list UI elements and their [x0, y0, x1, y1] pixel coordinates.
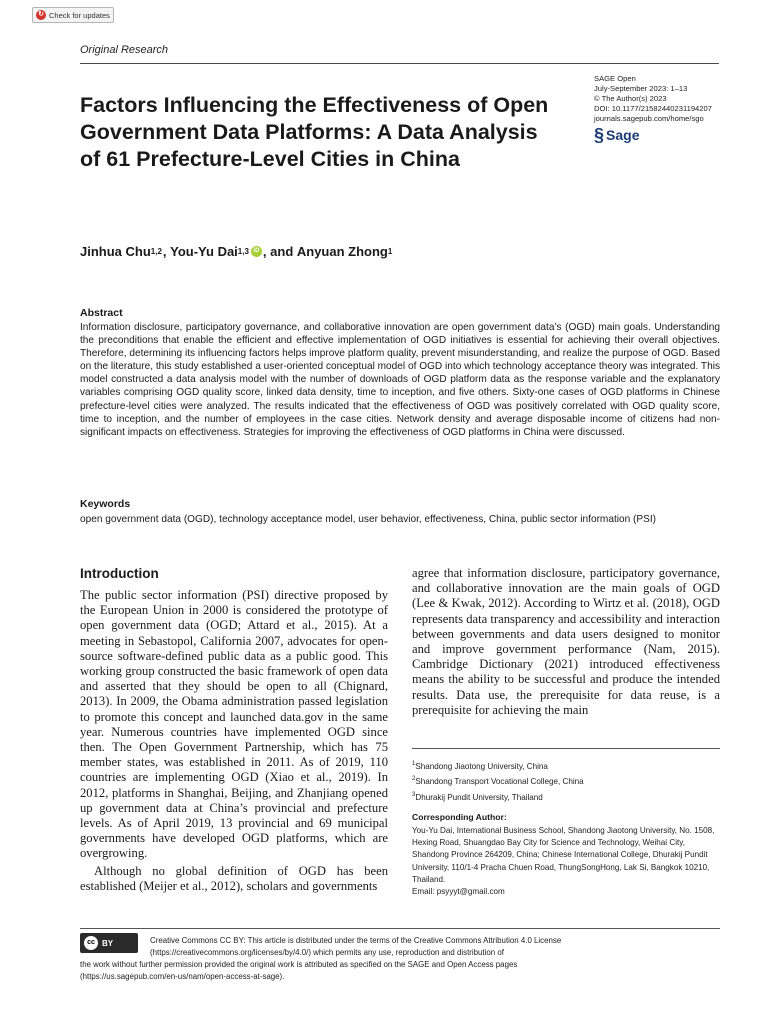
refresh-icon: ↻: [36, 10, 46, 20]
body-paragraph: Although no global definition of OGD has been established (Meijer et al., 2012), scholars and governments: [80, 863, 388, 893]
affiliation-divider: [412, 748, 720, 749]
license-line: Creative Commons CC BY: This article is distributed under the terms of the Creative Commons Attribution 4.0 License: [150, 936, 562, 945]
affiliation-list: [412, 758, 722, 804]
author-name[interactable]: You-Yu Dai: [170, 244, 238, 259]
author-list: [80, 244, 393, 259]
header-divider: [80, 63, 719, 64]
journal-doi[interactable]: DOI: 10.1177/21582440231194207: [594, 104, 712, 113]
affiliation-item: $^3$Dhurakij Pundit University, Thailand: [412, 791, 543, 802]
check-for-updates-button[interactable]: [32, 7, 114, 23]
journal-url[interactable]: journals.sagepub.com/home/sgo: [594, 114, 704, 123]
author-name[interactable]: Anyuan Zhong: [296, 244, 388, 259]
body-paragraph: agree that information disclosure, participatory governance, and collaborative innovation are the main goals of OGD (Lee & Kwak, 2012). According to Wirtz et al. (2018), OGD represents data transparency and accessibility and interaction between governments and data users designed to monitor and improve government performance (Nam, 2015). Cambridge Dictionary (2021) introduced effectiveness means the ability to be successful and produce the intended results. Data use, the prerequisite for data reuse, is a prerequisite for achieving the main: [412, 566, 720, 717]
license-text: [80, 935, 720, 983]
journal-issue: July-September 2023: 1–13: [594, 84, 688, 93]
body-column-right: [412, 566, 720, 718]
abstract-heading: Abstract: [80, 307, 123, 319]
corresponding-author-email[interactable]: Email: psyyyt@gmail.com: [412, 887, 505, 897]
by-icon: BY: [102, 938, 114, 948]
author-name[interactable]: Jinhua Chu: [80, 244, 151, 259]
corresponding-author-heading: Corresponding Author:: [412, 812, 507, 822]
license-link[interactable]: (https://us.sagepub.com/en-us/nam/open-access-at-sage).: [80, 972, 285, 982]
author-separator: ,: [162, 244, 171, 259]
affiliation-item: $^1$Shandong Jiaotong University, China: [412, 761, 548, 771]
body-paragraph: The public sector information (PSI) directive proposed by the European Union in 2000 is considered the prototype of open government data (OGD; Attard et al., 2015). At a meeting in Sebastopol, California 2007, advocates for open-source software-defined public data as a public good. This working group constructed the basic framework of open data and asserted that they should be open to all (Chignard, 2013). In 2009, the Obama administration passed legislation to promote this concept and launched data.gov in the same year. Numerous countries have implemented OGD since then. The Open Government Partnership, which has 75 member states, was established in 2011. As of 2019, 110 countries are implementing OGD (Xiao et al., 2019). In 2012, platforms in Shanghai, Beijing, and Zhanjiang opened up government data at China’s provincial and prefecture levels. As of April 2019, 13 provincial and 69 municipal governments have developed OGD platforms, which are overgrowing.: [80, 588, 388, 861]
corresponding-author-block: [412, 825, 724, 898]
author-affiliation-sup: 1,2: [150, 247, 162, 256]
abstract-text: Information disclosure, participatory governance, and collaborative innovation are open government data’s (OGD) main goals. Understanding the preconditions that enable the efficient and effective implementation of OGD initiatives is essential for achieving their overall objectives. Therefore, determining its influencing factors helps improve platform quality, prevent misunderstanding, and realize the purpose of OGD. Based on the literature, this study established a user-oriented conceptual model of OGD into which technology acceptance theory was integrated. This model constructed a data analysis model with the number of downloads of OGD platform data as the response variable and the explanatory variables comprising OGD quality score, linked data density, time to inception, and five others. Sixty-one cases of OGD platforms in Chinese prefecture-level cities were analyzed. The results indicated that the effectiveness of OGD was positively correlated with OGD quality score, time to inception, and the number of employees in the case cities. Network density and average disposable income of citizens had non-significant impacts on effectiveness. Strategies for improving the effectiveness of OGD platforms in China were discussed.: [80, 322, 720, 438]
keywords-heading: Keywords: [80, 498, 131, 510]
author-separator: , and: [262, 244, 297, 259]
article-title: Factors Influencing the Effectiveness of Open Government Data Platforms: A Data Analysis of 61 Prefecture-Level Cities in China: [80, 93, 549, 171]
affiliation-item: $^2$Shandong Transport Vocational College, China: [412, 776, 584, 787]
sage-s-icon: §: [594, 125, 605, 145]
license-divider: [80, 928, 720, 929]
check-for-updates-label: Check for updates: [49, 10, 110, 20]
body-column-left: [80, 588, 388, 894]
cc-icon: cc: [84, 936, 98, 950]
license-line: the work without further permission provided the original work is attributed as specified on the SAGE and Open Access pages: [80, 960, 518, 970]
sage-logo: [594, 126, 754, 144]
author-affiliation-sup: 1,3: [237, 247, 249, 256]
journal-name: SAGE Open: [594, 74, 636, 83]
corresponding-author-address: You-Yu Dai, International Business School, Shandong Jiaotong University, No. 1508, Hexing Road, Shuangdao Bay City for Science and Technology, Weihai City, Shandong Province 264209, China; Chinese International College, Dhurakij Pundit University, 110/1-4 Pracha Chuen Road, ThungSongHong, Lak Si, Bangkok 10210, Thailand.: [412, 826, 715, 884]
keywords-text: open government data (OGD), technology acceptance model, user behavior, effectiveness, China, public sector information (PSI): [80, 514, 657, 525]
journal-copyright: © The Author(s) 2023: [594, 94, 667, 103]
article-type: Original Research: [80, 44, 169, 56]
author-affiliation-sup: 1: [387, 247, 393, 256]
orcid-icon[interactable]: iD: [251, 246, 262, 257]
journal-meta: [594, 74, 754, 144]
license-link[interactable]: (https://creativecommons.org/licenses/by/4.0/) which permits any use, reproduction and distribution of: [150, 948, 504, 958]
sage-logo-text: Sage: [606, 127, 640, 143]
introduction-heading: Introduction: [80, 566, 159, 581]
